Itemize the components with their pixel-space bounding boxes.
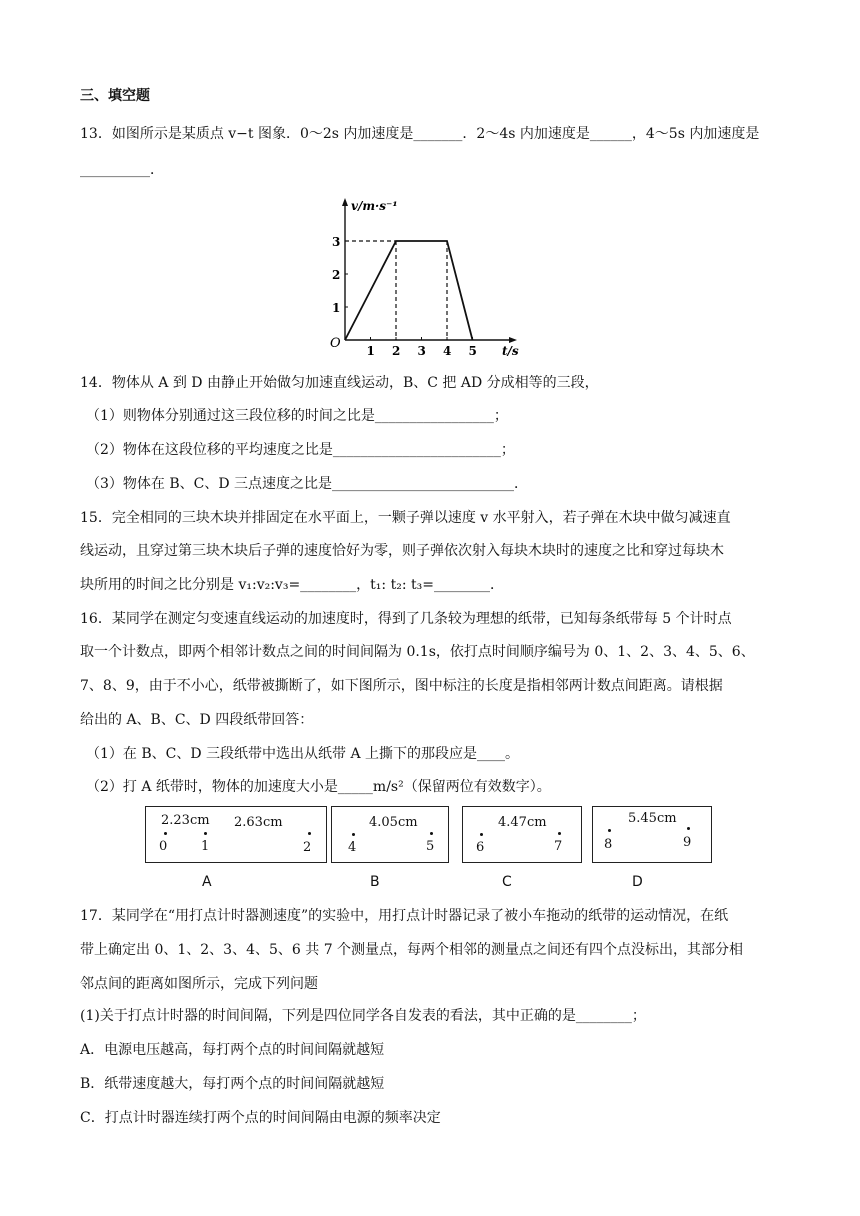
tape-a-point-0: 0 <box>159 839 168 854</box>
q17-line1: 17．某同学在“用打点计时器测速度”的实验中，用打点计时器记录了被小车拖动的纸带的运动情况，在纸 <box>80 908 729 924</box>
vt-curve <box>345 241 473 340</box>
x-axis-label: t/s <box>502 344 519 358</box>
tape-a <box>145 806 327 863</box>
y-tick-label-1: 1 <box>332 301 341 315</box>
tape-b-length: 4.05cm <box>369 815 418 830</box>
y-axis-label: v/m·s⁻¹ <box>351 199 398 213</box>
q16-part2: （2）打 A 纸带时，物体的加速度大小是_____m/s²（保留两位有效数字）。 <box>86 779 551 795</box>
q17-option-b: B．纸带速度越大，每打两个点的时间间隔就越短 <box>80 1076 385 1092</box>
x-tick-label-4: 4 <box>443 344 452 358</box>
tape-label-b: B <box>370 874 380 890</box>
tape-label-c: C <box>502 874 512 890</box>
tape-a-point-2: 2 <box>303 840 312 855</box>
q17-line2: 带上确定出 0、1、2、3、4、5、6 共 7 个测量点，每两个相邻的测量点之间还有四个点没标出，其部分相 <box>80 942 744 958</box>
tape-d-length: 5.45cm <box>628 811 677 826</box>
tape-b <box>331 806 449 863</box>
tape-d <box>592 806 712 863</box>
q13-line1: 13．如图所示是某质点 v−t 图象．0～2s 内加速度是_______．2～4s 内加速度是______，4～5s 内加速度是 <box>80 126 760 142</box>
tape-d-point-9: 9 <box>683 835 692 850</box>
q17-option-a: A．电源电压越高，每打两个点的时间间隔就越短 <box>80 1042 385 1058</box>
q16-line3: 7、8、9，由于不小心，纸带被撕断了，如下图所示，图中标注的长度是指相邻两计数点间距离。请根据 <box>80 678 723 694</box>
q17-line3: 邻点间的距离如图所示，完成下列问题 <box>80 976 318 992</box>
section-title: 三、填空题 <box>80 88 150 104</box>
tape-c-point-6: 6 <box>476 840 485 855</box>
x-tick-label-5: 5 <box>468 344 477 358</box>
q16-line1: 16．某同学在测定匀变速直线运动的加速度时，得到了几条较为理想的纸带，已知每条纸带每 5 个计时点 <box>80 611 732 627</box>
tape-a-length-1: 2.23cm <box>161 813 210 828</box>
y-tick-label-2: 2 <box>332 268 341 282</box>
q16-part1: （1）在 B、C、D 三段纸带中选出从纸带 A 上撕下的那段应是____。 <box>86 746 520 762</box>
q17-option-c: C．打点计时器连续打两个点的时间间隔由电源的频率决定 <box>80 1110 441 1126</box>
origin-label: O <box>330 336 341 351</box>
q16-line2: 取一个计数点，即两个相邻计数点之间的时间间隔为 0.1s，依打点时间顺序编号为 0、1、2、3、4、5、6、 <box>80 644 755 660</box>
q13-line2: __________． <box>80 162 164 178</box>
q14-part2: （2）物体在这段位移的平均速度之比是________________________； <box>86 442 515 458</box>
q15-line3: 块所用的时间之比分别是 v₁:v₂:v₃=________，t₁: t₂: t₃=________． <box>80 577 504 593</box>
tape-b-point-5: 5 <box>426 839 435 854</box>
tape-c <box>462 806 582 863</box>
tape-d-point-8: 8 <box>604 837 613 852</box>
x-tick-label-3: 3 <box>417 344 426 358</box>
vt-graph <box>320 195 520 360</box>
x-tick-label-2: 2 <box>392 344 401 358</box>
q15-line2: 线运动，且穿过第三块木块后子弹的速度恰好为零，则子弹依次射入每块木块时的速度之比和穿过每块木 <box>80 543 724 559</box>
q17-part1: (1)关于打点计时器的时间间隔，下列是四位同学各自发表的看法，其中正确的是________； <box>80 1008 646 1024</box>
x-tick-label-1: 1 <box>366 344 375 358</box>
y-tick-label-3: 3 <box>332 235 341 249</box>
q16-line4: 给出的 A、B、C、D 四段纸带回答： <box>80 712 314 728</box>
q14-stem: 14．物体从 A 到 D 由静止开始做匀加速直线运动，B、C 把 AD 分成相等的三段， <box>80 375 599 391</box>
q14-part3: （3）物体在 B、C、D 三点速度之比是__________________________． <box>86 476 529 492</box>
tape-a-length-2: 2.63cm <box>234 815 283 830</box>
q14-part1: （1）则物体分别通过这三段位移的时间之比是_________________； <box>86 408 508 424</box>
tape-label-a: A <box>202 874 212 890</box>
tape-c-length: 4.47cm <box>498 815 547 830</box>
q15-line1: 15．完全相同的三块木块并排固定在水平面上，一颗子弹以速度 v 水平射入，若子弹在木块中做匀减速直 <box>80 510 731 526</box>
tape-b-point-4: 4 <box>348 840 357 855</box>
tape-a-point-1: 1 <box>201 839 210 854</box>
tape-c-point-7: 7 <box>554 839 563 854</box>
tape-label-d: D <box>632 874 643 890</box>
